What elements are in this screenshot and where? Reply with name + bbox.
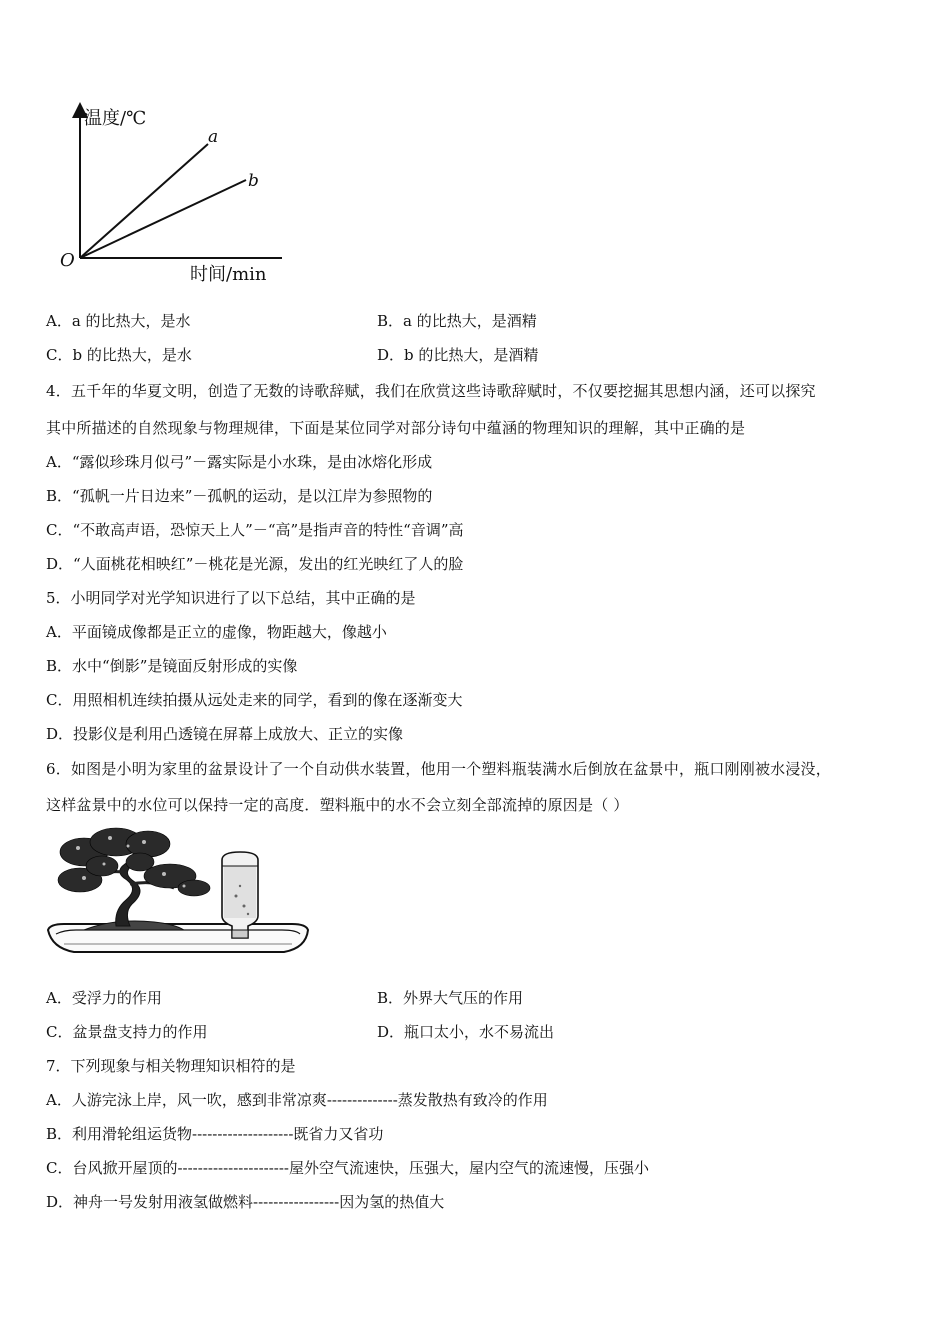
q6-stem-line1: 6．如图是小明为家里的盆景设计了一个自动供水装置，他用一个塑料瓶装满水后倒放在盆景中，瓶口刚刚被水浸没，	[46, 760, 831, 778]
q7-option-a: A．人游完泳上岸，风一吹，感到非常凉爽--------------蒸发散热有致冷的作用	[46, 1091, 548, 1109]
line-a	[80, 144, 208, 258]
q6-option-b: B．外界大气压的作用	[377, 989, 524, 1007]
q5-option-a: A．平面镜成像都是正立的虚像，物距越大，像越小	[46, 623, 387, 641]
line-a-label: a	[208, 127, 219, 147]
q6-option-d: D．瓶口太小，水不易流出	[377, 1023, 555, 1041]
temperature-time-graph	[50, 100, 290, 290]
q3-option-b: B．a 的比热大，是酒精	[377, 312, 537, 330]
q4-option-c: C．“不敢高声语，恐惊天上人”－“高”是指声音的特性“音调”高	[46, 521, 464, 539]
q4-option-d: D．“人面桃花相映红”－桃花是光源，发出的红光映红了人的脸	[46, 555, 464, 573]
q5-option-d: D．投影仪是利用凸透镜在屏幕上成放大、正立的实像	[46, 725, 404, 743]
x-axis-label: 时间/min	[190, 264, 267, 285]
origin-label: O	[60, 250, 75, 271]
q4-option-b: B．“孤帆一片日边来”－孤帆的运动，是以江岸为参照物的	[46, 487, 433, 505]
q7-stem: 7．下列现象与相关物理知识相符的是	[46, 1057, 296, 1075]
bonsai-water-supply-illustration	[44, 826, 312, 960]
q4-stem-line1: 4．五千年的华夏文明，创造了无数的诗歌辞赋，我们在欣赏这些诗歌辞赋时，不仅要挖掘其思想内涵，还可以探究	[46, 382, 816, 400]
q6-option-a: A．受浮力的作用	[46, 989, 162, 1007]
q4-option-a: A．“露似珍珠月似弓”－露实际是小水珠，是由冰熔化形成	[46, 453, 433, 471]
q7-option-c: C．台风掀开屋顶的----------------------屋外空气流速快，压强大，屋内空气的流速慢，压强小	[46, 1159, 649, 1177]
q3-option-d: D．b 的比热大，是酒精	[377, 346, 539, 364]
q5-option-b: B．水中“倒影”是镜面反射形成的实像	[46, 657, 298, 675]
q7-option-b: B．利用滑轮组运货物--------------------既省力又省功	[46, 1125, 384, 1143]
q6-option-c: C．盆景盘支持力的作用	[46, 1023, 208, 1041]
q3-option-a: A．a 的比热大，是水	[46, 312, 191, 330]
line-b-label: b	[248, 171, 259, 191]
q5-stem: 5．小明同学对光学知识进行了以下总结，其中正确的是	[46, 589, 416, 607]
q5-option-c: C．用照相机连续拍摄从远处走来的同学，看到的像在逐渐变大	[46, 691, 463, 709]
line-b	[80, 180, 246, 258]
q7-option-d: D．神舟一号发射用液氢做燃料-----------------因为氢的热值大	[46, 1193, 445, 1211]
q3-option-c: C．b 的比热大，是水	[46, 346, 192, 364]
y-axis-label: 温度/℃	[84, 108, 147, 129]
q6-stem-line2: 这样盆景中的水位可以保持一定的高度．塑料瓶中的水不会立刻全部流掉的原因是（ ）	[46, 796, 629, 814]
q4-stem-line2: 其中所描述的自然现象与物理规律，下面是某位同学对部分诗句中蕴涵的物理知识的理解，其中正确的是	[46, 419, 746, 437]
